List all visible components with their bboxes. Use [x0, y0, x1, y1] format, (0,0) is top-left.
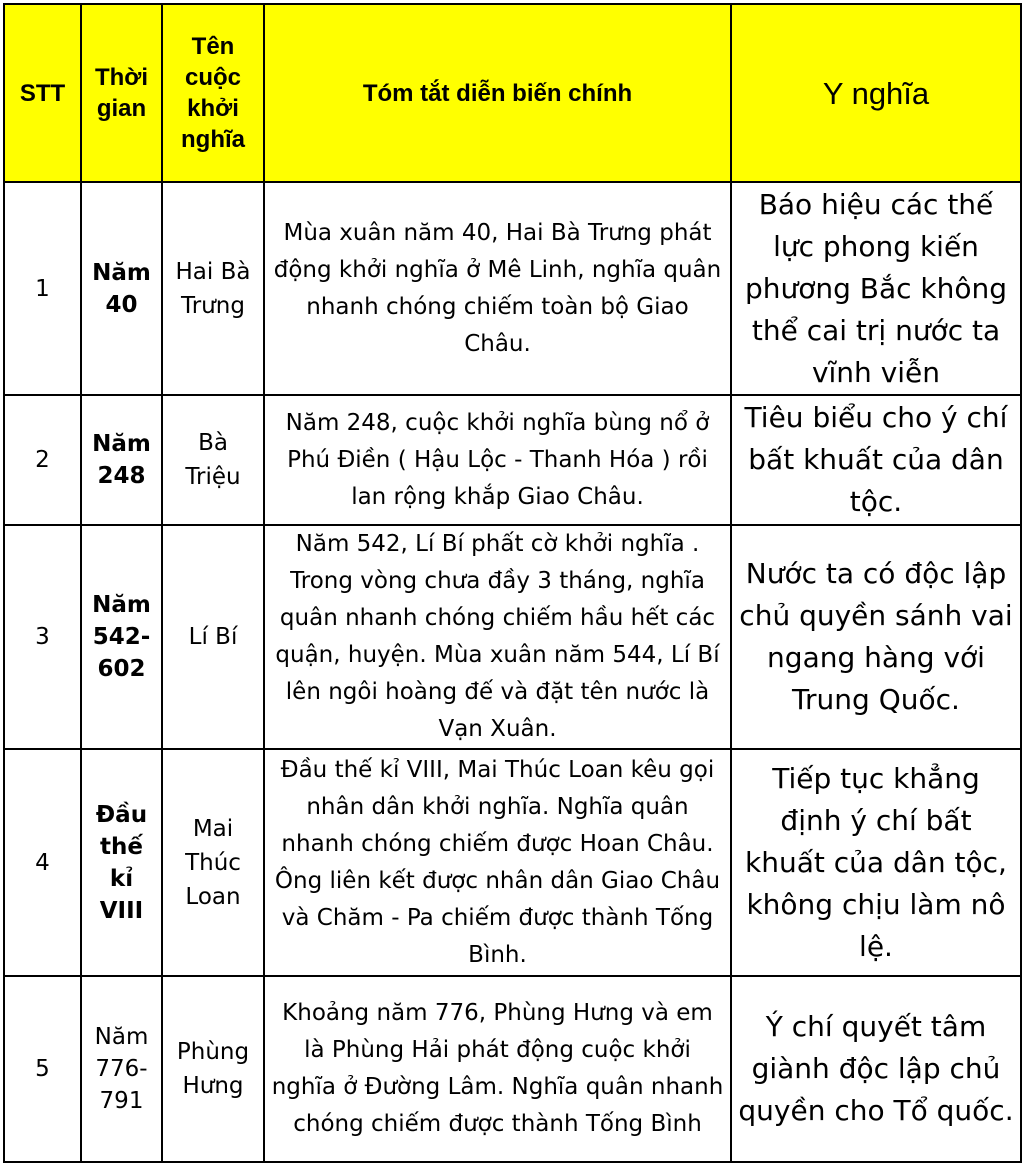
cell-meaning: Tiếp tục khẳng định ý chí bất khuất của dân tộc, không chịu làm nô lệ.: [731, 749, 1021, 976]
table-row: [4, 749, 1021, 976]
header-stt: STT: [4, 4, 81, 182]
header-time: Thời gian: [81, 4, 162, 182]
cell-summary: Khoảng năm 776, Phùng Hưng và em là Phùng Hải phát động cuộc khởi nghĩa ở Đường Lâm. Nghĩa quân nhanh chóng chiếm được thành Tống Bình: [264, 976, 731, 1162]
cell-meaning: Nước ta có độc lập chủ quyền sánh vai ngang hàng với Trung Quốc.: [731, 525, 1021, 749]
cell-summary: Năm 248, cuộc khởi nghĩa bùng nổ ở Phú Điền ( Hậu Lộc - Thanh Hóa ) rồi lan rộng khắp Giao Châu.: [264, 395, 731, 525]
cell-stt: 2: [4, 395, 81, 525]
cell-time: Đầu thế kỉ VIII: [81, 749, 162, 976]
table-header: [4, 4, 1021, 182]
cell-meaning: Ý chí quyết tâm giành độc lập chủ quyền cho Tổ quốc.: [731, 976, 1021, 1162]
cell-stt: 4: [4, 749, 81, 976]
cell-stt: 3: [4, 525, 81, 749]
cell-name: Phùng Hưng: [162, 976, 264, 1162]
header-meaning: Y nghĩa: [731, 4, 1021, 182]
uprisings-table: [3, 3, 1022, 1163]
cell-summary: Mùa xuân năm 40, Hai Bà Trưng phát động khởi nghĩa ở Mê Linh, nghĩa quân nhanh chóng chiếm toàn bộ Giao Châu.: [264, 182, 731, 395]
table-row: [4, 182, 1021, 395]
table-body: [4, 182, 1021, 1162]
cell-name: Lí Bí: [162, 525, 264, 749]
cell-summary: Đầu thế kỉ VIII, Mai Thúc Loan kêu gọi nhân dân khởi nghĩa. Nghĩa quân nhanh chóng chiếm được Hoan Châu. Ông liên kết được nhân dân Giao Châu và Chăm - Pa chiếm được thành Tống Bình.: [264, 749, 731, 976]
cell-name: Hai Bà Trưng: [162, 182, 264, 395]
header-row: [4, 4, 1021, 182]
header-summary: Tóm tắt diễn biến chính: [264, 4, 731, 182]
cell-time: Năm 542-602: [81, 525, 162, 749]
table-row: [4, 395, 1021, 525]
cell-time: Năm 40: [81, 182, 162, 395]
table-row: [4, 525, 1021, 749]
cell-summary: Năm 542, Lí Bí phất cờ khởi nghĩa . Trong vòng chưa đầy 3 tháng, nghĩa quân nhanh chóng chiếm hầu hết các quận, huyện. Mùa xuân năm 544, Lí Bí lên ngôi hoàng đế và đặt tên nước là Vạn Xuân.: [264, 525, 731, 749]
cell-stt: 1: [4, 182, 81, 395]
header-name: Tên cuộc khởi nghĩa: [162, 4, 264, 182]
cell-time: Năm 248: [81, 395, 162, 525]
cell-meaning: Tiêu biểu cho ý chí bất khuất của dân tộc.: [731, 395, 1021, 525]
cell-meaning: Báo hiệu các thế lực phong kiến phương Bắc không thể cai trị nước ta vĩnh viễn: [731, 182, 1021, 395]
cell-name: Mai Thúc Loan: [162, 749, 264, 976]
cell-time: Năm 776-791: [81, 976, 162, 1162]
cell-stt: 5: [4, 976, 81, 1162]
table-row: [4, 976, 1021, 1162]
cell-name: Bà Triệu: [162, 395, 264, 525]
